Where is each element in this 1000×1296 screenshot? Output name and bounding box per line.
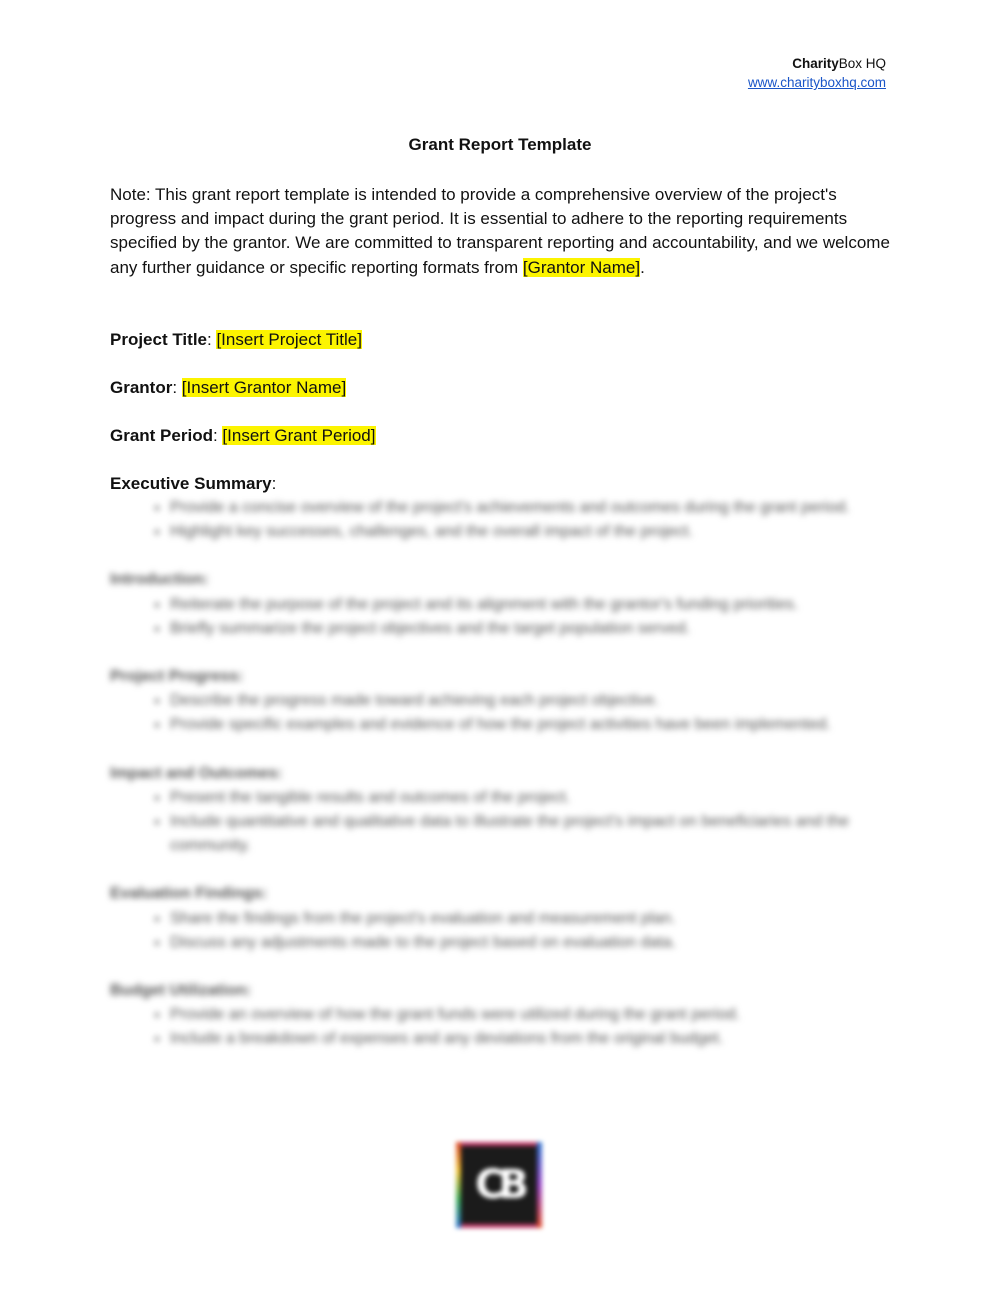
section-heading: Budget Utilization: xyxy=(110,982,252,1000)
logo-monogram: CB xyxy=(475,1162,523,1208)
list-item: • Highlight key successes, challenges, and the overall impact of the project. xyxy=(170,520,900,544)
document-title: Grant Report Template xyxy=(408,135,592,154)
header-brand xyxy=(748,54,886,92)
brand-name xyxy=(748,54,886,73)
section-heading: Introduction: xyxy=(110,571,209,589)
bullet-list xyxy=(110,689,900,737)
field-placeholder: [Insert Grant Period] xyxy=(222,426,376,445)
list-item: • Include a breakdown of expenses and any deviations from the original budget. xyxy=(170,1027,900,1051)
section-heading: Impact and Outcomes: xyxy=(110,764,283,782)
blurred-content xyxy=(110,496,900,1052)
list-item: • Provide an overview of how the grant funds were utilized during the grant period. xyxy=(170,1003,900,1027)
list-item: • Describe the progress made toward achieving each project objective. xyxy=(170,689,900,713)
executive-summary-heading xyxy=(110,472,900,496)
bullet-list xyxy=(110,907,900,955)
field-label: Project Title xyxy=(110,330,207,349)
field-project-title: Project Title: [Insert Project Title] xyxy=(110,330,362,349)
note-text: Note: This grant report template is intended to provide a comprehensive overview of the project's progress and impact during the grant period. It is essential to adhere to the reporting requirements specified by the grantor. We are committed to transparent reporting and accountability, and we welcome any further guidance or specific reporting formats from xyxy=(110,185,890,277)
list-item: • Briefly summarize the project objectives and the target population served. xyxy=(170,617,900,641)
note-end: . xyxy=(640,257,645,277)
logo-edge-right xyxy=(537,1142,542,1228)
note-paragraph xyxy=(110,183,900,280)
list-item: • Provide a concise overview of the project's achievements and outcomes during the grant period. xyxy=(170,496,900,520)
charitybox-logo-icon xyxy=(456,1142,542,1228)
list-item: • Discuss any adjustments made to the project based on evaluation data. xyxy=(170,931,900,955)
list-item: • Present the tangible results and outcomes of the project. xyxy=(170,786,900,810)
bullet-list xyxy=(110,496,900,544)
field-label: Grantor xyxy=(110,378,173,397)
brand-name-rest: Box HQ xyxy=(838,56,886,71)
section-heading: Project Progress: xyxy=(110,668,244,686)
section-heading: Executive Summary xyxy=(110,474,272,493)
logo-edge-left xyxy=(456,1142,461,1228)
field-label: Grant Period xyxy=(110,426,213,445)
bullet-list xyxy=(110,786,900,859)
grantor-name-placeholder: [Grantor Name] xyxy=(522,257,641,277)
field-grant-period: Grant Period: [Insert Grant Period] xyxy=(110,426,376,445)
bullet-list xyxy=(110,1003,900,1051)
bullet-list xyxy=(110,593,900,641)
heading-colon: : xyxy=(271,474,277,493)
list-item: • Reiterate the purpose of the project and its alignment with the grantor's funding priorities. xyxy=(170,593,900,617)
section-heading: Evaluation Findings: xyxy=(110,885,268,903)
list-item: • Include quantitative and qualitative data to illustrate the project's impact on beneficiaries and the community. xyxy=(170,810,900,858)
brand-name-bold: Charity xyxy=(792,56,839,71)
list-item: • Share the findings from the project's evaluation and measurement plan. xyxy=(170,907,900,931)
field-placeholder: [Insert Project Title] xyxy=(216,330,362,349)
website-link[interactable]: www.charityboxhq.com xyxy=(747,75,886,90)
field-placeholder: [Insert Grantor Name] xyxy=(181,378,347,397)
list-item: • Provide specific examples and evidence of how the project activities have been implemented. xyxy=(170,713,900,737)
field-grantor: Grantor: [Insert Grantor Name] xyxy=(110,378,347,397)
